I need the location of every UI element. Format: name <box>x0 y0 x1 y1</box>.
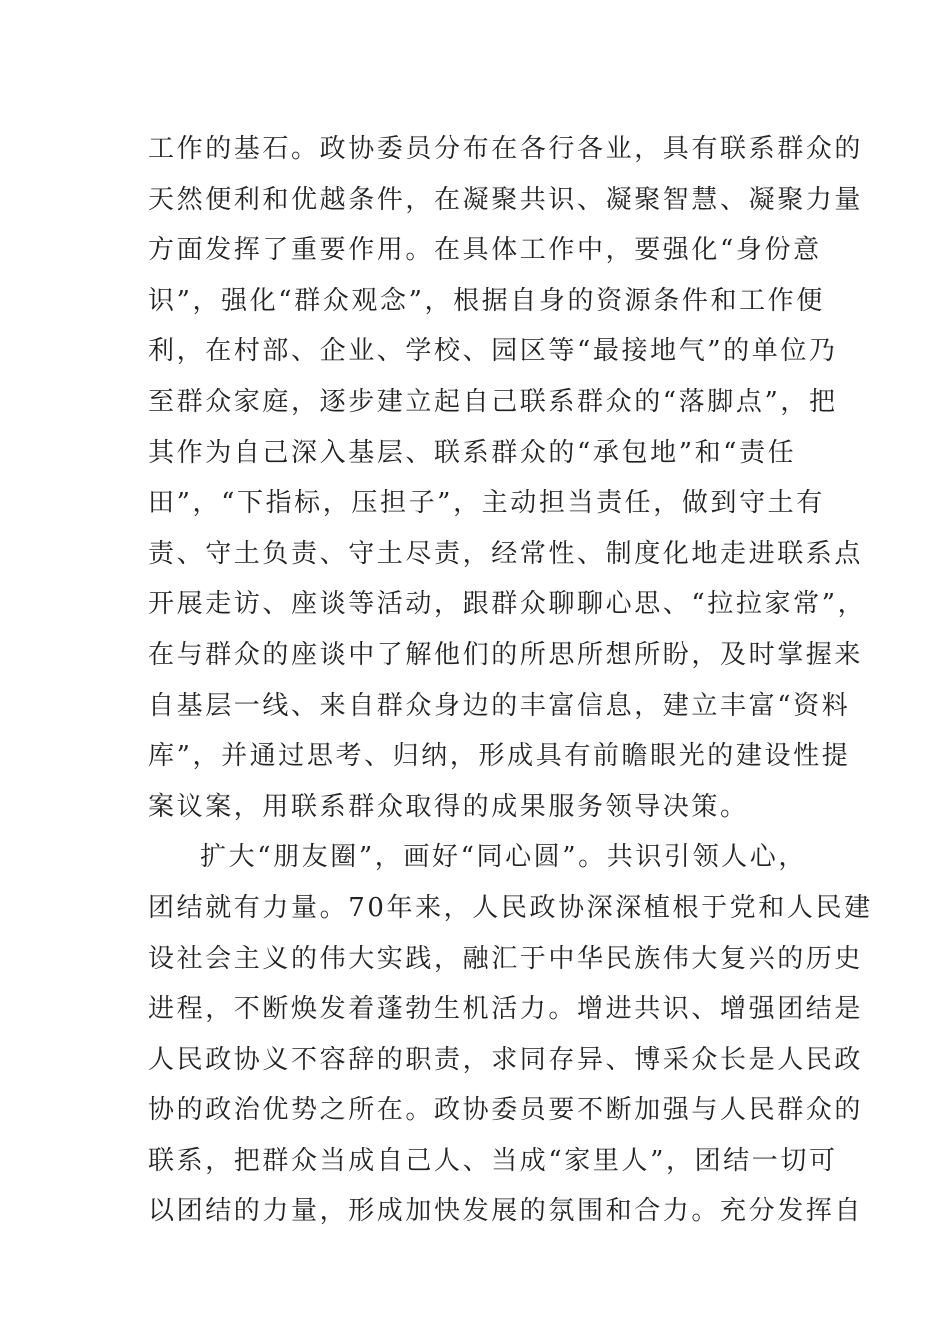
text-line: 在与群众的座谈中了解他们的所思所想所盼，及时掌握来 <box>148 639 864 670</box>
text-line: 开展走访、座谈等活动，跟群众聊聊心思、“拉拉家常”， <box>148 589 867 620</box>
text-line: 利，在村部、企业、学校、园区等“最接地气”的单位乃 <box>148 336 838 367</box>
text-line: 其作为自己深入基层、联系群众的“承包地”和“责任 <box>148 437 797 468</box>
text-line: 案议案，用联系群众取得的成果服务领导决策。 <box>148 791 749 822</box>
text-line: 设社会主义的伟大实践，融汇于中华民族伟大复兴的历史 <box>148 943 864 974</box>
body-text <box>148 128 873 1241</box>
text-line: 人民政协义不容辞的职责，求同存异、博采众长是人民政 <box>148 1044 864 1075</box>
text-line: 工作的基石。政协委员分布在各行各业，具有联系群众的 <box>148 134 864 164</box>
text-line: 识”，强化“群众观念”，根据自身的资源条件和工作便 <box>148 285 825 316</box>
text-line: 扩大“朋友圈”，画好“同心圆”。共识引领人心， <box>200 842 807 873</box>
text-line: 天然便利和优越条件，在凝聚共识、凝聚智慧、凝聚力量 <box>148 184 864 215</box>
text-line: 方面发挥了重要作用。在具体工作中，要强化“身份意 <box>148 235 822 266</box>
text-line: 田”，“下指标，压担子”，主动担当责任，做到守土有 <box>148 488 825 519</box>
text-line: 自基层一线、来自群众身边的丰富信息，建立丰富“资料 <box>148 690 851 721</box>
text-line: 协的政治优势之所在。政协委员要不断加强与人民群众的 <box>148 1095 864 1126</box>
text-line: 以团结的力量，形成加快发展的氛围和合力。充分发挥自 <box>148 1196 864 1227</box>
text-line: 团结就有力量。70年来，人民政协深深植根于党和人民建 <box>148 892 873 923</box>
text-line: 至群众家庭，逐步建立起自己联系群众的“落脚点”，把 <box>148 386 838 417</box>
text-line: 联系，把群众当成自己人、当成“家里人”，团结一切可 <box>148 1145 838 1176</box>
text-line: 进程，不断焕发着蓬勃生机活力。增进共识、增强团结是 <box>148 994 864 1025</box>
text-line: 库”，并通过思考、归纳，形成具有前瞻眼光的建设性提 <box>148 741 851 772</box>
paragraph-2 <box>148 836 873 1241</box>
text-line: 责、守土负责、守土尽责，经常性、制度化地走进联系点 <box>148 538 864 569</box>
paragraph-1 <box>148 128 867 836</box>
